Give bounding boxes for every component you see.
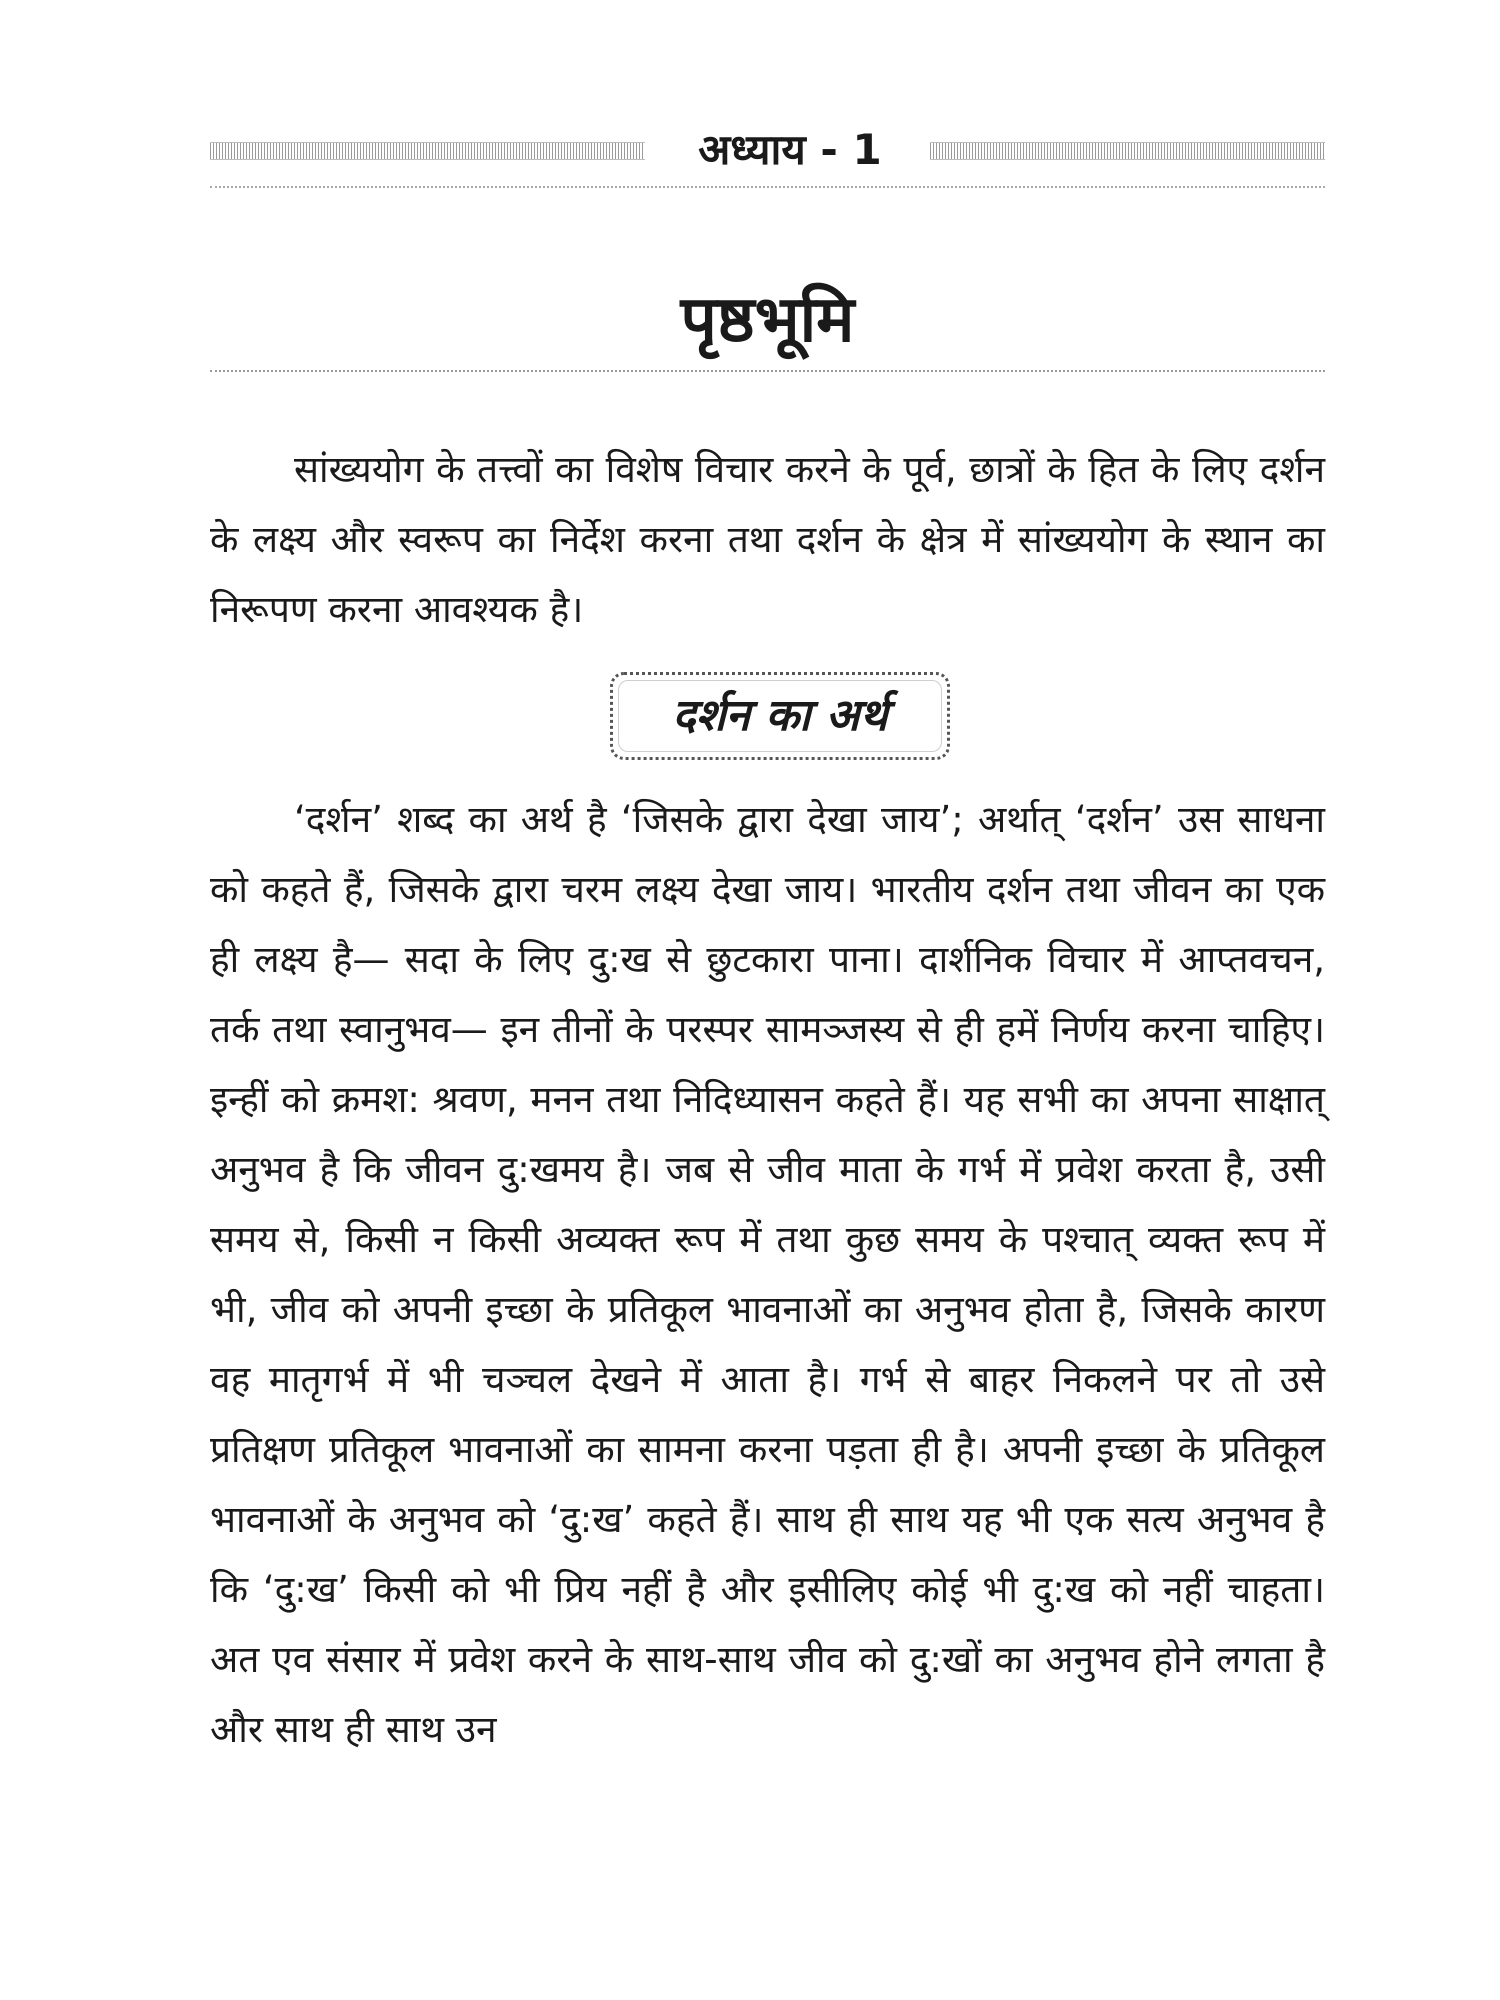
section-heading-box [610, 672, 950, 760]
section-paragraph: ‘दर्शन’ शब्द का अर्थ है ‘जिसके द्वारा देखा जाय’; अर्थात् ‘दर्शन’ उस साधना को कहते हैं, जिसके द्वारा चरम लक्ष्य देखा जाय। भारतीय दर्शन तथा जीवन का एक ही लक्ष्य है— सदा के लिए दु:ख से छुटकारा पाना। दार्शनिक विचार में आप्तवचन, तर्क तथा स्वानुभव— इन तीनों के परस्पर सामञ्जस्य से ही हमें निर्णय करना चाहिए। इन्हीं को क्रमश: श्रवण, मनन तथा निदिध्यासन कहते हैं। यह सभी का अपना साक्षात् अनुभव है कि जीवन दु:खमय है। जब से जीव माता के गर्भ में प्रवेश करता है, उसी समय से, किसी न किसी अव्यक्त रूप में तथा कुछ समय के पश्चात् व्यक्त रूप में भी, जीव को अपनी इच्छा के प्रतिकूल भावनाओं का अनुभव होता है, जिसके कारण वह मातृगर्भ में भी चञ्चल देखने में आता है। गर्भ से बाहर निकलने पर तो उसे प्रतिक्षण प्रतिकूल भावनाओं का सामना करना पड़ता ही है। अपनी इच्छा के प्रतिकूल भावनाओं के अनुभव को ‘दु:ख’ कहते हैं। साथ ही साथ यह भी एक सत्य अनुभव है कि ‘दु:ख’ किसी को भी प्रिय नहीं है और इसीलिए कोई भी दु:ख को नहीं चाहता। अत एव संसार में प्रवेश करने के साथ-साथ जीव को दु:खों का अनुभव होने लगता है और साथ ही साथ उन [210, 798, 1325, 1751]
title-divider [210, 370, 1325, 372]
intro-paragraph: सांख्ययोग के तत्त्वों का विशेष विचार करने के पूर्व, छात्रों के हित के लिए दर्शन के लक्ष्य और स्वरूप का निर्देश करना तथा दर्शन के क्षेत्र में सांख्ययोग के स्थान का निरूपण करना आवश्यक है। [210, 448, 1325, 631]
chapter-rule-right [930, 142, 1325, 160]
chapter-label: अध्याय - 1 [698, 125, 882, 174]
chapter-header [210, 120, 1325, 180]
page-title: पृष्ठभूमि [680, 283, 855, 357]
section-heading: दर्शन का अर्थ [672, 690, 888, 741]
chapter-divider [210, 186, 1325, 188]
chapter-rule-left [210, 142, 645, 160]
